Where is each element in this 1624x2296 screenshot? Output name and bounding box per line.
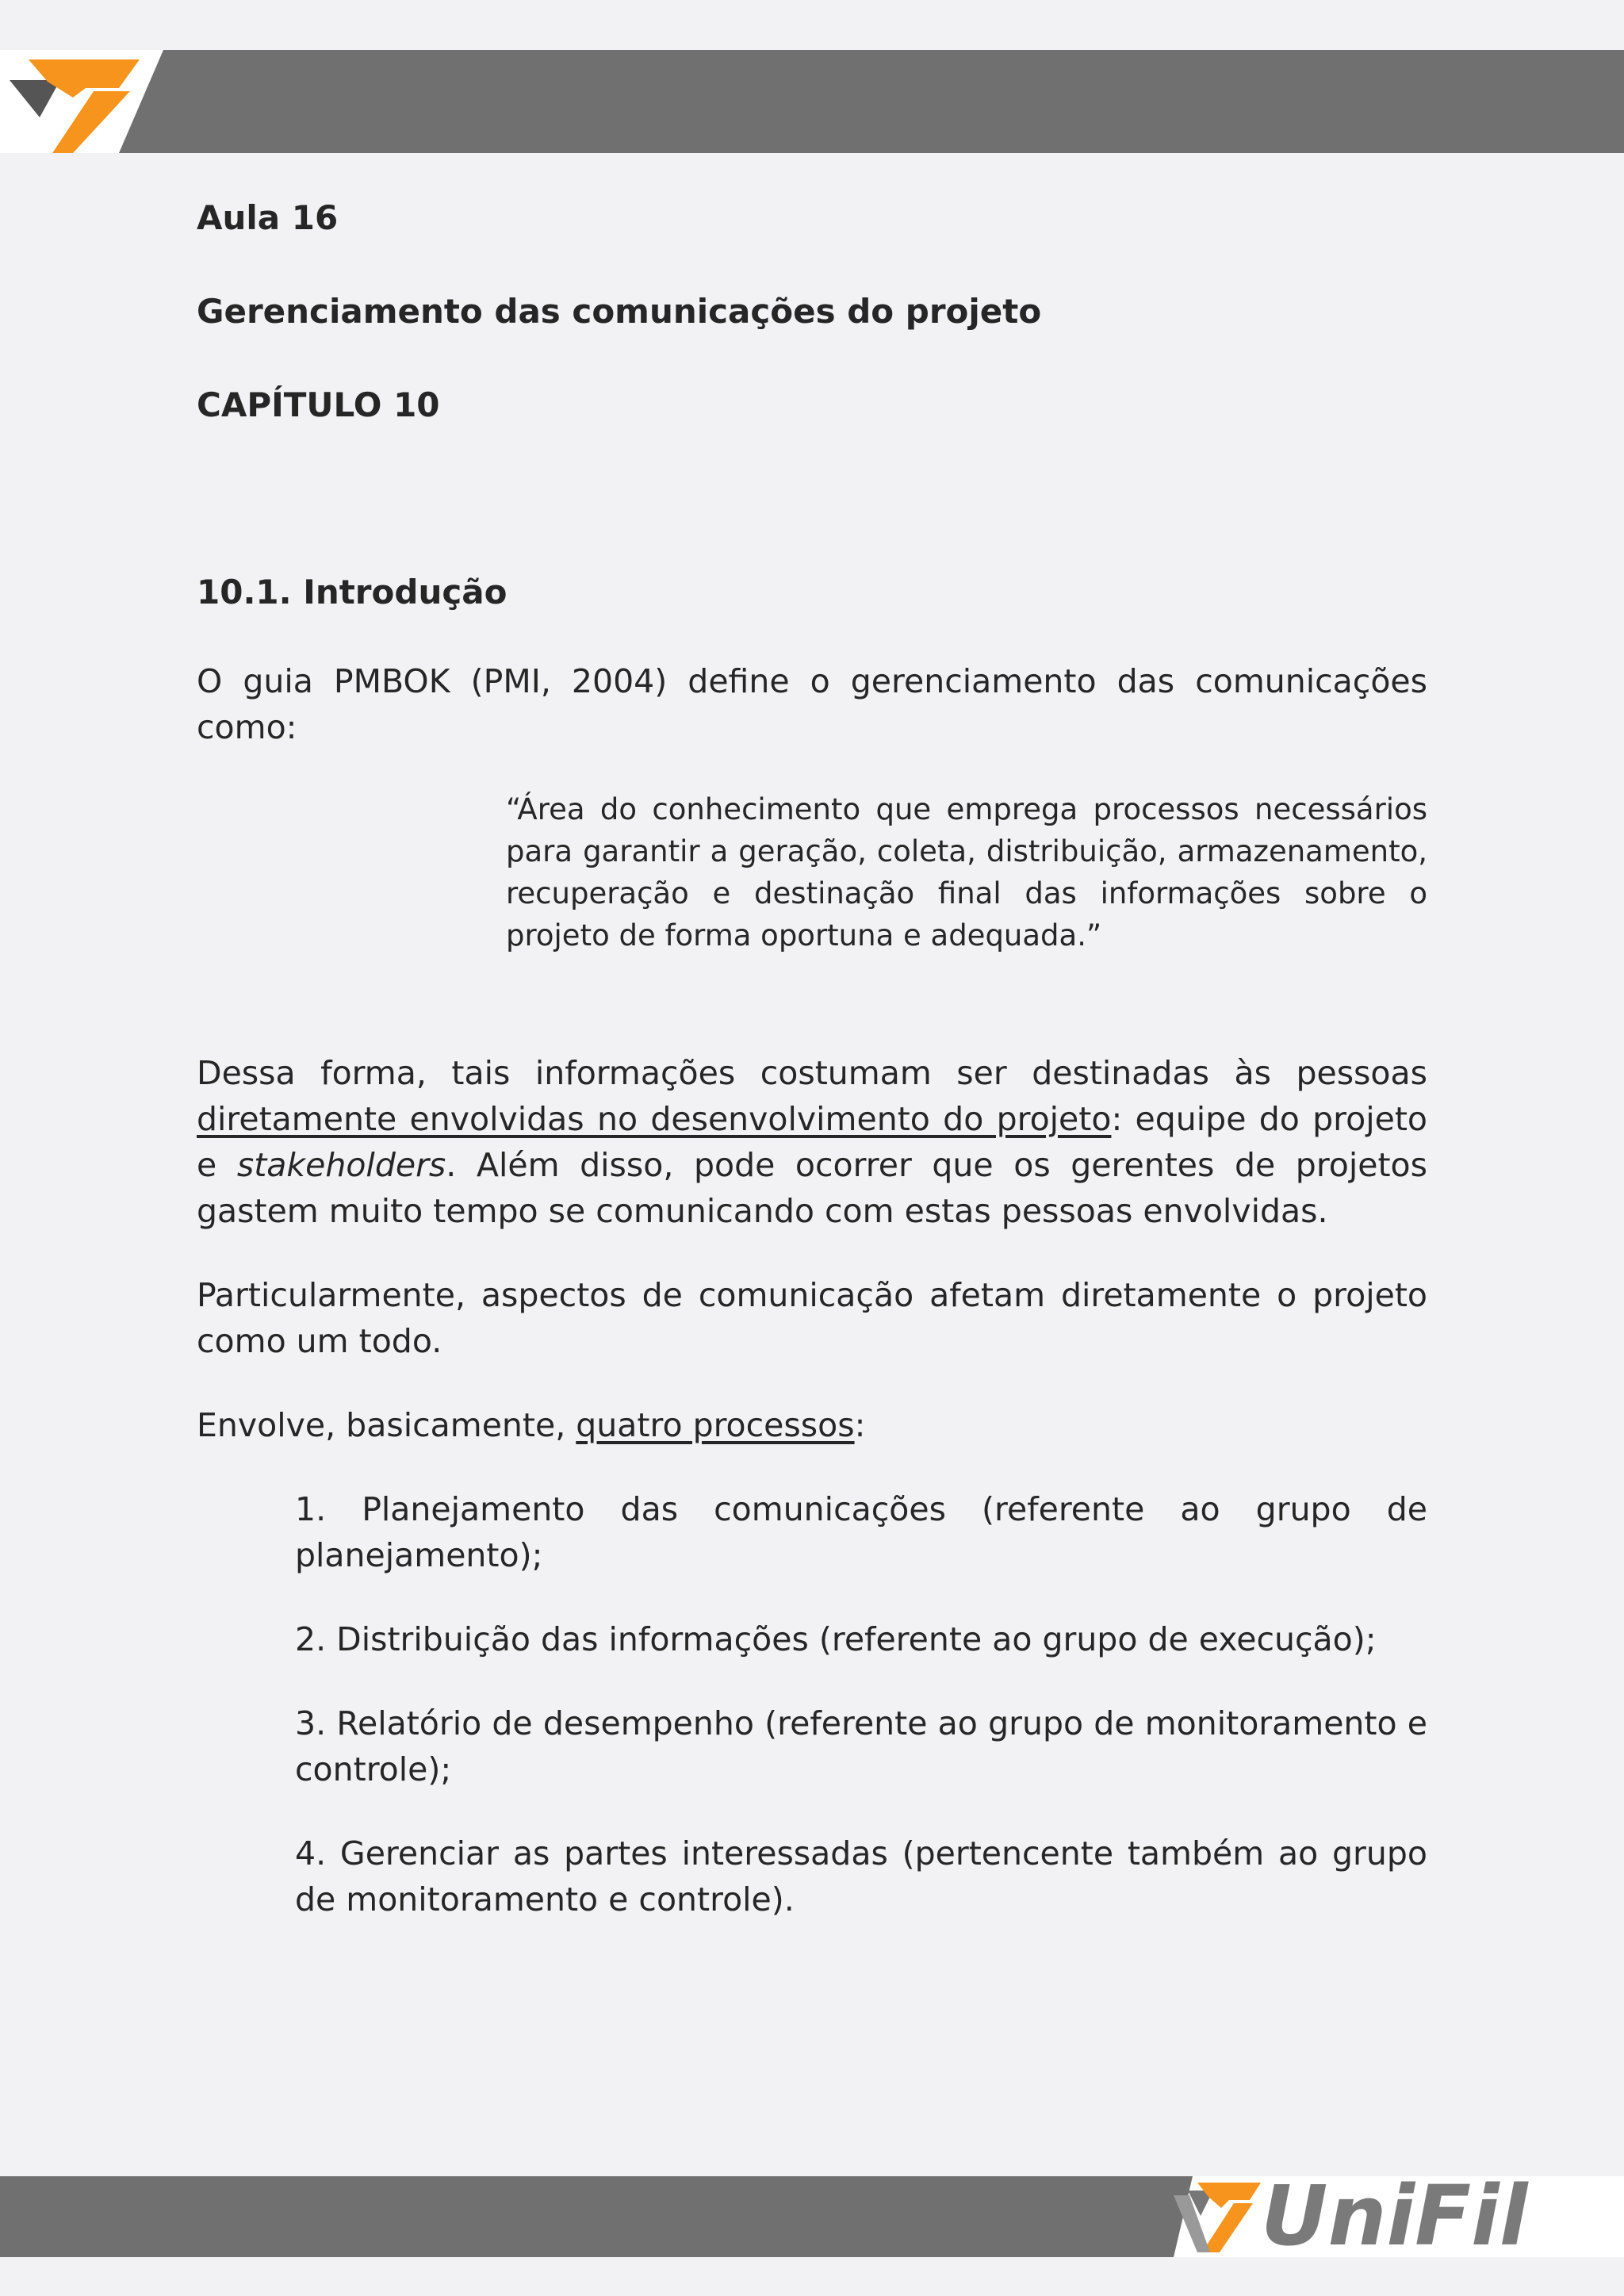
paragraph-text: : <box>854 1406 866 1444</box>
footer-brand-text: UniFil <box>1261 2176 1528 2257</box>
process-list <box>197 1486 1427 1922</box>
list-item: 4. Gerenciar as partes interessadas (pertencente também ao grupo de monitoramento e controle). <box>295 1834 1427 1918</box>
pmbok-quote: “Área do conhecimento que emprega processos necessários para garantir a geração, coleta, distribuição, armazenamento, recuperação e destinação final das informações sobre o projeto de forma oportuna e adequada.” <box>506 792 1427 953</box>
underlined-text: diretamente envolvidas no desenvolvimento do projeto <box>197 1100 1112 1138</box>
list-item: 1. Planejamento das comunicações (referente ao grupo de planejamento); <box>295 1490 1427 1574</box>
unifil-logo-icon <box>0 50 182 153</box>
list-item: 3. Relatório de desempenho (referente ao grupo de monitoramento e controle); <box>295 1704 1427 1788</box>
paragraph-destination <box>197 1050 1427 1234</box>
underlined-text: quatro processos <box>576 1406 855 1444</box>
header-bar <box>0 50 1624 153</box>
section-title: 10.1. Introdução <box>197 573 508 611</box>
italic-text: stakeholders <box>236 1146 446 1184</box>
list-item: 2. Distribuição das informações (referente ao grupo de execução); <box>295 1620 1377 1658</box>
paragraph-text: Dessa forma, tais informações costumam ser destinadas às pessoas <box>197 1054 1427 1092</box>
document-body <box>197 190 1427 1961</box>
paragraph-aspects: Particularmente, aspectos de comunicação afetam diretamente o projeto como um todo. <box>197 1276 1427 1360</box>
chapter-title: CAPÍTULO 10 <box>197 385 440 424</box>
paragraph-text: . Além disso, pode ocorrer que os gerentes de projetos gastem muito tempo se comunicando com estas pessoas envolvidas. <box>197 1146 1427 1230</box>
paragraph-text: : equipe do projeto e <box>197 1100 1427 1184</box>
paragraph-processes <box>197 1402 1427 1448</box>
footer-logo <box>1142 2176 1624 2257</box>
paragraph-text: Envolve, basicamente, <box>197 1406 576 1444</box>
intro-paragraph: O guia PMBOK (PMI, 2004) define o gerenciamento das comunicações como: <box>197 662 1427 746</box>
lesson-number: Aula 16 <box>197 198 339 237</box>
lesson-subject: Gerenciamento das comunicações do projeto <box>197 292 1042 331</box>
